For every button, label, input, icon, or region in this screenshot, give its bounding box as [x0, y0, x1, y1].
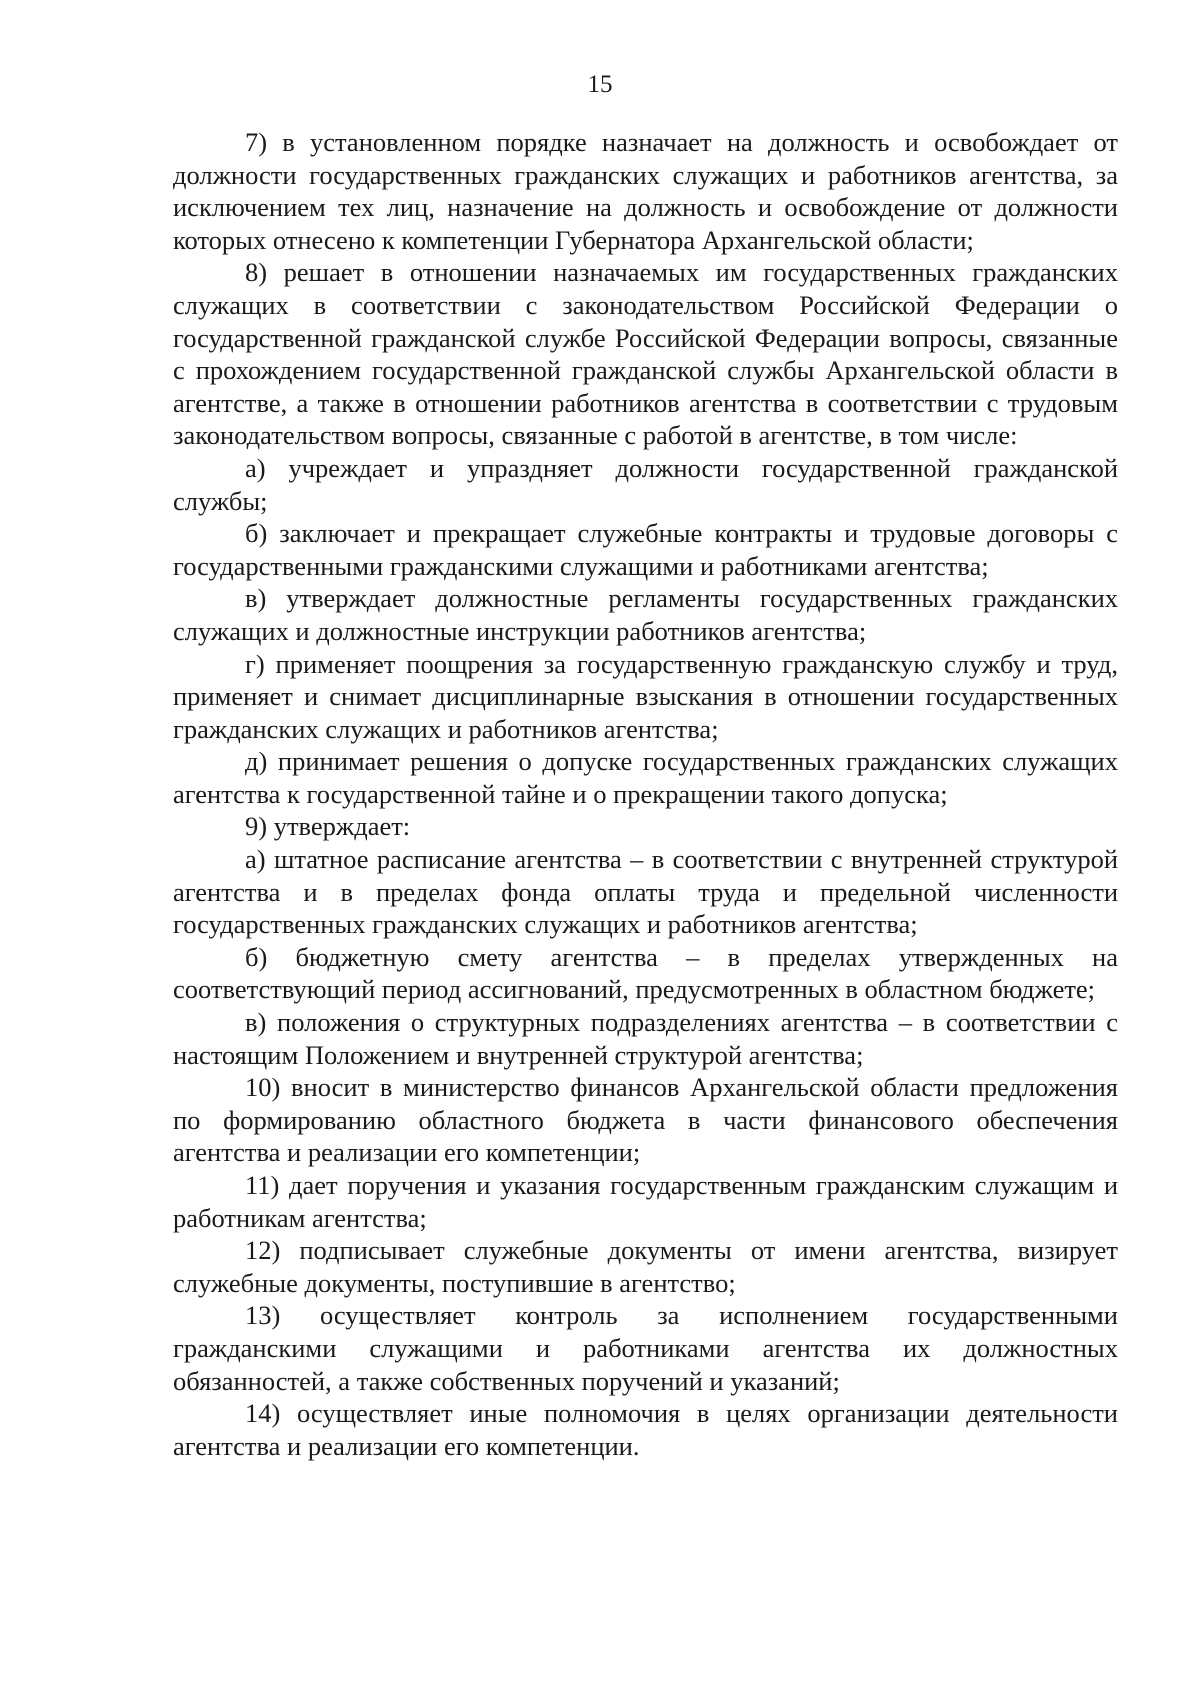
paragraph-8b: б) заключает и прекращает служебные контракты и трудовые договоры с государственными гражданскими служащими и работниками агентства; — [173, 518, 1118, 581]
paragraph-9: 9) утверждает: — [245, 811, 411, 842]
document-body — [173, 126, 1118, 1462]
paragraph-12: 12) подписывает служебные документы от имени агентства, визирует служебные документы, поступившие в агентство; — [173, 1235, 1118, 1298]
paragraph-8: 8) решает в отношении назначаемых им государственных гражданских служащих в соответствии с законодательством Российской Федерации о государственной гражданской службе Российской Федерации вопросы, связанные с прохождением государственной гражданской службы Архангельской области в агентстве, а также в отношении работников агентства в соответствии с трудовым законодательством вопросы, связанные с работой в агентстве, в том числе: — [173, 257, 1118, 451]
paragraph-10: 10) вносит в министерство финансов Архангельской области предложения по формированию областного бюджета в части финансового обеспечения агентства и реализации его компетенции; — [173, 1072, 1118, 1168]
paragraph-8a: а) учреждает и упраздняет должности государственной гражданской службы; — [173, 452, 1118, 516]
paragraph-13: 13) осуществляет контроль за исполнением государственными гражданскими служащими и работниками агентства их должностных обязанностей, а также собственных поручений и указаний; — [173, 1300, 1118, 1396]
paragraph-8d: д) принимает решения о допуске государственных гражданских служащих агентства к государственной тайне и о прекращении такого допуска; — [173, 746, 1118, 809]
paragraph-14: 14) осуществляет иные полномочия в целях организации деятельности агентства и реализации его компетенции. — [173, 1398, 1118, 1461]
paragraph-9v: в) положения о структурных подразделениях агентства – в соответствии с настоящим Положением и внутренней структурой агентства; — [173, 1007, 1118, 1070]
paragraph-7: 7) в установленном порядке назначает на должность и освобождает от должности государственных гражданских служащих и работников агентства, за исключением тех лиц, назначение на должность и освобождение от должности которых отнесено к компетенции Губернатора Архангельской области; — [173, 127, 1118, 255]
page-number: 15 — [587, 71, 613, 98]
paragraph-9b: б) бюджетную смету агентства – в пределах утвержденных на соответствующий период ассигнований, предусмотренных в областном бюджете; — [173, 941, 1118, 1005]
paragraph-11: 11) дает поручения и указания государственным гражданским служащим и работникам агентства; — [173, 1170, 1118, 1233]
paragraph-8v: в) утверждает должностные регламенты государственных гражданских служащих и должностные инструкции работников агентства; — [173, 583, 1118, 646]
paragraph-9a: а) штатное расписание агентства – в соответствии с внутренней структурой агентства и в пределах фонда оплаты труда и предельной численности государственных гражданских служащих и работников агентства; — [173, 844, 1118, 940]
paragraph-8g: г) применяет поощрения за государственную гражданскую службу и труд, применяет и снимает дисциплинарные взыскания в отношении государственных гражданских служащих и работников агентства; — [173, 648, 1118, 744]
